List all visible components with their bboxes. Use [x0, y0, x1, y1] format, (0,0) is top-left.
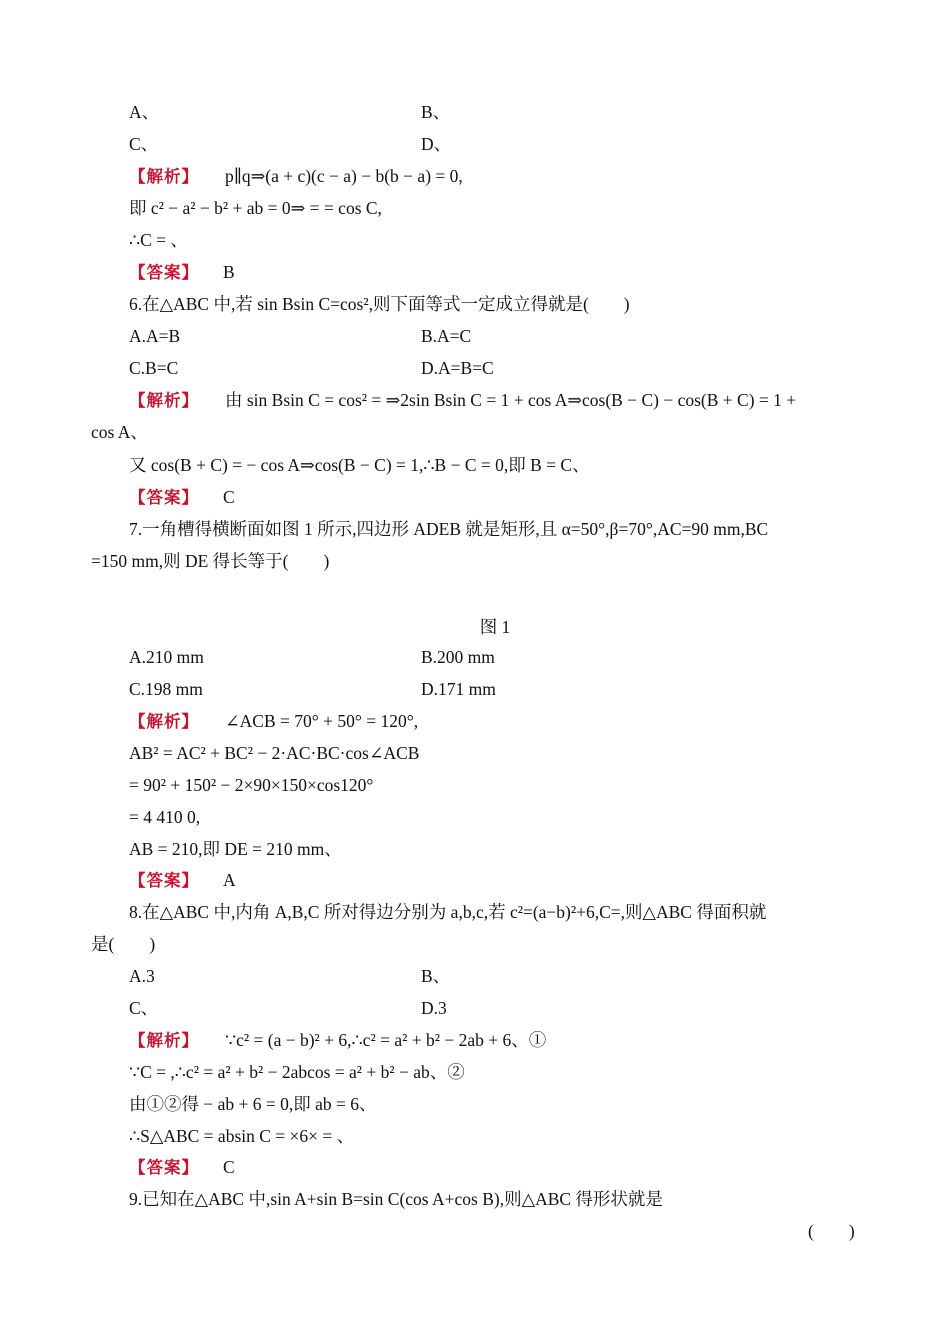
text-line: [129, 325, 180, 347]
line-text: AB² = AC² + BC² − 2·AC·BC·cos∠ACB: [129, 743, 420, 763]
line-text: 是( ): [91, 934, 156, 954]
text-line: [808, 1220, 855, 1242]
text-line: [129, 518, 768, 540]
text-line: [421, 325, 471, 347]
line-text: C.198 mm: [129, 679, 203, 699]
line-text: A.A=B: [129, 326, 181, 346]
line-text: B.200 mm: [421, 647, 495, 667]
text-line: [129, 454, 590, 476]
text-line: [129, 869, 236, 892]
text-line: [129, 710, 418, 733]
line-text: A、: [129, 102, 160, 122]
text-line: [129, 997, 158, 1019]
text-line: [129, 678, 203, 700]
line-text: C、: [129, 134, 159, 154]
text-line: [129, 389, 796, 412]
text-line: [129, 293, 630, 315]
line-text: AB = 210,即 DE = 210 mm、: [129, 839, 342, 859]
text-line: [129, 261, 235, 284]
line-text: = 90² + 150² − 2×90×150×cos120°: [129, 775, 374, 795]
line-text: B.A=C: [421, 326, 472, 346]
text-line: [129, 1156, 235, 1179]
text-line: [129, 1029, 546, 1052]
answer-tag: 【答案】: [129, 1158, 199, 1177]
line-text: 9.已知在△ABC 中,sin A+sin B=sin C(cos A+cos B),则△ABC 得形状就是: [129, 1189, 663, 1209]
text-line: [129, 901, 766, 923]
analysis-tag: 【解析】: [129, 167, 199, 186]
line-text: 8.在△ABC 中,内角 A,B,C 所对得边分别为 a,b,c,若 c²=(a−b)²+6,C=,则△ABC 得面积就: [129, 902, 767, 922]
text-line: [129, 357, 178, 379]
figure-caption: 图 1: [479, 617, 511, 637]
text-line: [129, 965, 155, 987]
line-text: 由①②得 − ab + 6 = 0,即 ab = 6、: [129, 1094, 377, 1114]
text-line: [129, 742, 419, 764]
text-line: [129, 1061, 465, 1083]
text-line: [421, 133, 451, 155]
line-text: ∵C = ,∴c² = a² + b² − 2abcos = a² + b² − ab、②: [129, 1062, 465, 1082]
line-text: C、: [129, 998, 159, 1018]
text-line: [129, 229, 188, 251]
text-line: [421, 357, 494, 379]
answer-tag: 【答案】: [129, 263, 199, 282]
line-text: 7.一角槽得横断面如图 1 所示,四边形 ADEB 就是矩形,且 α=50°,β=70°,AC=90 mm,BC: [129, 519, 769, 539]
line-text: = 4 410 0,: [129, 807, 201, 827]
line-text: ( ): [808, 1221, 855, 1241]
analysis-tag: 【解析】: [129, 391, 199, 410]
analysis-tag: 【解析】: [129, 712, 199, 731]
text-line: [129, 1093, 377, 1115]
line-text: 即 c² − a² − b² + ab = 0⇒ = = cos C,: [129, 198, 382, 218]
line-text: C.B=C: [129, 358, 179, 378]
text-line: [129, 774, 373, 796]
text-line: [129, 806, 200, 828]
line-text: cos A、: [91, 422, 148, 442]
line-text: B、: [421, 102, 451, 122]
text-line: [91, 933, 155, 955]
line-text: B、: [421, 966, 451, 986]
line-text: ∴S△ABC = absin C = ×6× = 、: [129, 1126, 355, 1146]
line-text: p∥q⇒(a + c)(c − a) − b(b − a) = 0,: [225, 166, 463, 186]
line-text: D.A=B=C: [421, 358, 494, 378]
answer-tag: 【答案】: [129, 871, 199, 890]
text-line: [129, 197, 382, 219]
line-text: A.3: [129, 966, 155, 986]
line-text: A.210 mm: [129, 647, 204, 667]
line-text: C: [223, 1157, 235, 1177]
line-text: ∵c² = (a − b)² + 6,∴c² = a² + b² − 2ab + 6、①: [225, 1030, 547, 1050]
text-line: [421, 646, 495, 668]
line-text: A: [223, 870, 236, 890]
text-line: [129, 1188, 663, 1210]
text-line: [129, 646, 204, 668]
line-text: D、: [421, 134, 452, 154]
line-text: 由 sin Bsin C = cos² = ⇒2sin Bsin C = 1 + cos A⇒cos(B − C) − cos(B + C) = 1 +: [225, 390, 797, 410]
line-text: ∠ACB = 70° + 50° = 120°,: [225, 711, 419, 731]
text-line: [129, 838, 342, 860]
line-text: D.171 mm: [421, 679, 496, 699]
answer-tag: 【答案】: [129, 488, 199, 507]
text-line: [129, 486, 235, 509]
text-line: [129, 133, 158, 155]
text-line: [129, 1125, 354, 1147]
line-text: =150 mm,则 DE 得长等于( ): [91, 551, 330, 571]
text-line: [129, 101, 159, 123]
line-text: 又 cos(B + C) = − cos A⇒cos(B − C) = 1,∴B − C = 0,即 B = C、: [129, 455, 590, 475]
line-text: B: [223, 262, 235, 282]
text-line: [421, 997, 447, 1019]
line-text: D.3: [421, 998, 447, 1018]
line-text: 6.在△ABC 中,若 sin Bsin C=cos²,则下面等式一定成立得就是( ): [129, 294, 630, 314]
text-line: [91, 421, 148, 443]
text-line: [421, 678, 496, 700]
analysis-tag: 【解析】: [129, 1031, 199, 1050]
line-text: C: [223, 487, 235, 507]
text-line: [421, 965, 450, 987]
text-line: [91, 550, 329, 572]
text-line: [421, 101, 450, 123]
line-text: ∴C = 、: [129, 230, 188, 250]
text-line: [129, 165, 463, 188]
